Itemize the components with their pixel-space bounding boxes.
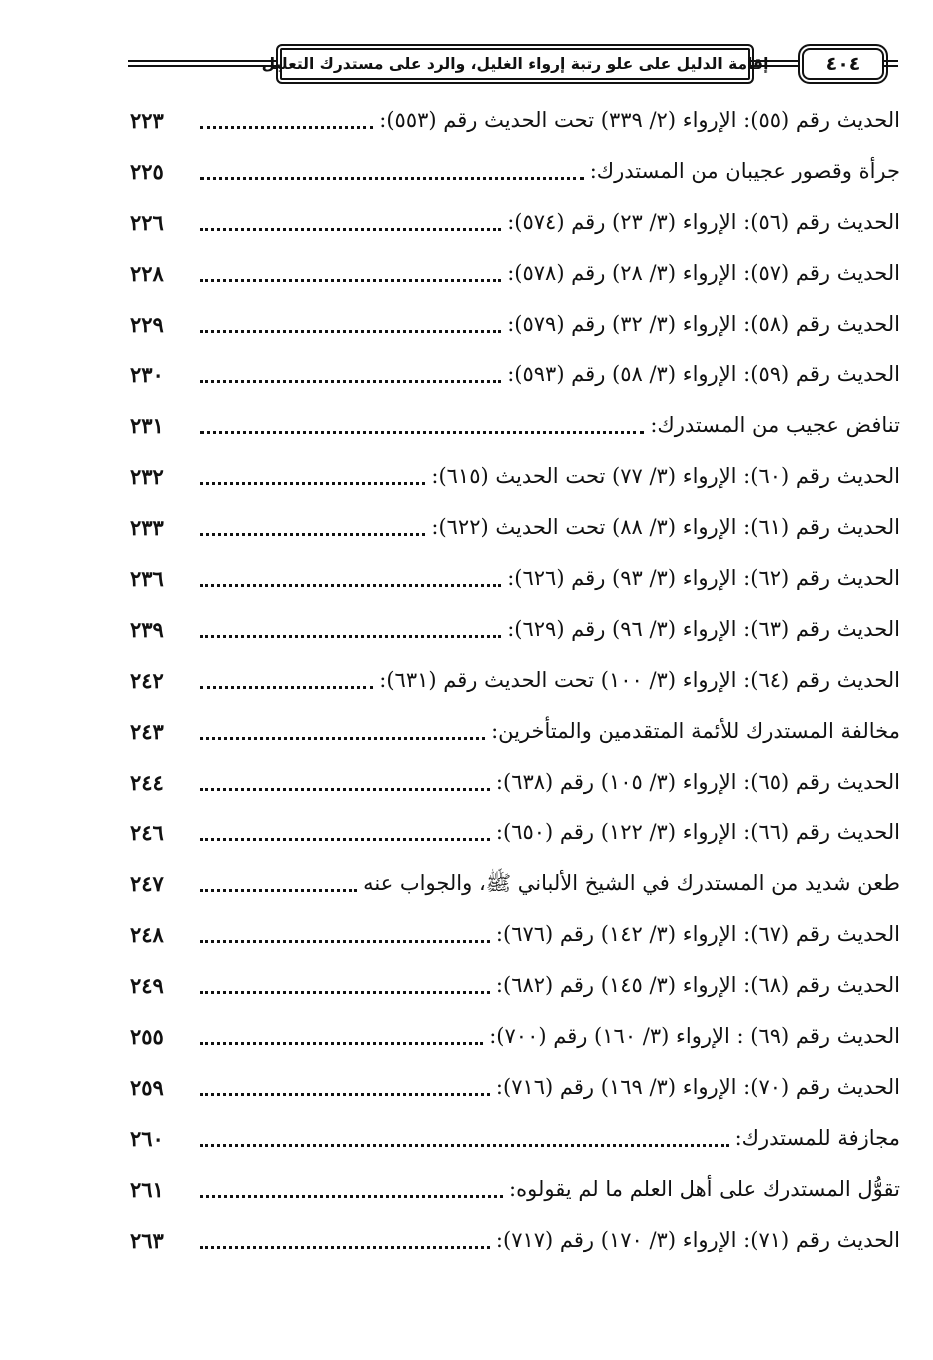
toc-entry bbox=[130, 706, 900, 757]
dot-leader bbox=[200, 1246, 490, 1249]
toc-entry-page: ٢٣٢ bbox=[130, 464, 164, 490]
toc-entry-title: الحديث رقم (٦٠): الإرواء (٣/ ٧٧) تحت الحديث (٦١٥): bbox=[431, 464, 900, 489]
toc-entry bbox=[130, 960, 900, 1011]
toc-entry-page: ٢٢٦ bbox=[130, 209, 164, 235]
toc-entry-page: ٢٢٩ bbox=[130, 311, 164, 337]
toc-entry-page: ٢٣١ bbox=[130, 413, 164, 439]
toc-entry bbox=[130, 909, 900, 960]
toc-entry-page: ٢٢٨ bbox=[130, 260, 164, 286]
toc-entry bbox=[130, 95, 900, 146]
toc-entry-title: جرأة وقصور عجيبان من المستدرك: bbox=[589, 158, 900, 183]
toc-entry-title: الحديث رقم (٦٢): الإرواء (٣/ ٩٣) رقم (٦٢٦): bbox=[507, 565, 900, 590]
toc-entry bbox=[130, 858, 900, 909]
toc-entry-page: ٢٣٩ bbox=[130, 616, 164, 642]
dot-leader bbox=[200, 177, 584, 180]
toc-entry bbox=[130, 1215, 900, 1266]
dot-leader bbox=[200, 431, 644, 434]
header-rule-middle bbox=[750, 60, 798, 67]
page-number: ٤٠٤ bbox=[798, 44, 888, 84]
dot-leader bbox=[200, 991, 490, 994]
header-rule-right bbox=[884, 60, 898, 67]
running-header bbox=[128, 44, 898, 86]
toc-entry-page: ٢٣٠ bbox=[130, 362, 164, 388]
toc-entry-title: طعن شديد من المستدرك في الشيخ الألباني ﷺ، والجواب عنه bbox=[363, 871, 900, 896]
toc-entry bbox=[130, 604, 900, 655]
toc-entry bbox=[130, 1062, 900, 1113]
dot-leader bbox=[200, 788, 490, 791]
toc-entry-title: مجازفة للمستدرك: bbox=[734, 1125, 900, 1150]
toc-entry-title: الحديث رقم (٥٦): الإرواء (٣/ ٢٣) رقم (٥٧٤): bbox=[507, 209, 900, 234]
dot-leader bbox=[200, 1093, 490, 1096]
toc-entry-title: الحديث رقم (٧٠): الإرواء (٣/ ١٦٩) رقم (٧١٦): bbox=[495, 1074, 900, 1099]
toc-entry-title: الحديث رقم (٦٤): الإرواء (٣/ ١٠٠) تحت الحديث رقم (٦٣١): bbox=[379, 667, 900, 692]
dot-leader bbox=[200, 889, 357, 892]
toc-entry bbox=[130, 299, 900, 350]
table-of-contents bbox=[130, 95, 900, 1265]
toc-entry-page: ٢٤٢ bbox=[130, 667, 164, 693]
dot-leader bbox=[200, 279, 501, 282]
toc-entry-title: الحديث رقم (٦٩) : الإرواء (٣/ ١٦٠) رقم (٧٠٠): bbox=[489, 1023, 900, 1048]
toc-entry bbox=[130, 553, 900, 604]
toc-entry-title: الحديث رقم (٦٨): الإرواء (٣/ ١٤٥) رقم (٦٨٢): bbox=[495, 973, 900, 998]
book-title: إقامة الدليل على علو رتبة إرواء الغليل، والرد على مستدرك التعليل bbox=[276, 44, 754, 84]
toc-entry bbox=[130, 451, 900, 502]
toc-entry-page: ٢٤٤ bbox=[130, 769, 164, 795]
toc-entry-page: ٢٥٥ bbox=[130, 1023, 164, 1049]
toc-entry-title: الحديث رقم (٦٣): الإرواء (٣/ ٩٦) رقم (٦٢٩): bbox=[507, 616, 900, 641]
dot-leader bbox=[200, 482, 425, 485]
toc-entry-page: ٢٦١ bbox=[130, 1176, 164, 1202]
dot-leader bbox=[200, 1195, 503, 1198]
dot-leader bbox=[200, 635, 501, 638]
toc-entry-page: ٢٤٨ bbox=[130, 922, 164, 948]
toc-entry bbox=[130, 502, 900, 553]
toc-entry-title: الحديث رقم (٦٧): الإرواء (٣/ ١٤٢) رقم (٦٧٦): bbox=[495, 922, 900, 947]
toc-entry-title: الحديث رقم (٦١): الإرواء (٣/ ٨٨) تحت الحديث (٦٢٢): bbox=[431, 515, 900, 540]
toc-entry-title: الحديث رقم (٥٩): الإرواء (٣/ ٥٨) رقم (٥٩٣): bbox=[507, 362, 900, 387]
toc-entry-title: الحديث رقم (٥٨): الإرواء (٣/ ٣٢) رقم (٥٧٩): bbox=[507, 311, 900, 336]
dot-leader bbox=[200, 737, 485, 740]
toc-entry bbox=[130, 1011, 900, 1062]
toc-entry-title: تقوُّل المستدرك على أهل العلم ما لم يقولوه: bbox=[509, 1176, 900, 1201]
dot-leader bbox=[200, 686, 373, 689]
toc-entry bbox=[130, 757, 900, 808]
toc-entry bbox=[130, 1164, 900, 1215]
toc-entry-title: الحديث رقم (٧١): الإرواء (٣/ ١٧٠) رقم (٧١٧): bbox=[495, 1227, 900, 1252]
toc-entry bbox=[130, 248, 900, 299]
toc-entry bbox=[130, 400, 900, 451]
toc-entry-page: ٢٢٣ bbox=[130, 107, 164, 133]
toc-entry bbox=[130, 807, 900, 858]
dot-leader bbox=[200, 126, 373, 129]
header-rule-left bbox=[128, 60, 278, 67]
toc-entry bbox=[130, 655, 900, 706]
toc-entry-page: ٢٤٣ bbox=[130, 718, 164, 744]
dot-leader bbox=[200, 1144, 729, 1147]
dot-leader bbox=[200, 330, 501, 333]
toc-entry-title: الحديث رقم (٥٥): الإرواء (٢/ ٣٣٩) تحت الحديث رقم (٥٥٣): bbox=[379, 107, 900, 132]
toc-entry-page: ٢٤٩ bbox=[130, 973, 164, 999]
toc-entry bbox=[130, 197, 900, 248]
dot-leader bbox=[200, 533, 425, 536]
dot-leader bbox=[200, 838, 490, 841]
dot-leader bbox=[200, 940, 490, 943]
toc-entry-title: تنافض عجيب من المستدرك: bbox=[650, 413, 900, 438]
toc-entry-title: الحديث رقم (٦٥): الإرواء (٣/ ١٠٥) رقم (٦٣٨): bbox=[495, 769, 900, 794]
toc-entry-page: ٢٤٧ bbox=[130, 871, 164, 897]
toc-entry bbox=[130, 349, 900, 400]
toc-entry bbox=[130, 1113, 900, 1164]
toc-entry-page: ٢٣٣ bbox=[130, 515, 164, 541]
toc-entry-page: ٢٦٣ bbox=[130, 1227, 164, 1253]
dot-leader bbox=[200, 228, 501, 231]
toc-entry-page: ٢٤٦ bbox=[130, 820, 164, 846]
toc-entry bbox=[130, 146, 900, 197]
toc-entry-title: الحديث رقم (٥٧): الإرواء (٣/ ٢٨) رقم (٥٧٨): bbox=[507, 260, 900, 285]
toc-entry-title: مخالفة المستدرك للأئمة المتقدمين والمتأخرين: bbox=[491, 718, 900, 743]
dot-leader bbox=[200, 380, 501, 383]
toc-entry-title: الحديث رقم (٦٦): الإرواء (٣/ ١٢٢) رقم (٦٥٠): bbox=[495, 820, 900, 845]
dot-leader bbox=[200, 584, 501, 587]
toc-entry-page: ٢٥٩ bbox=[130, 1074, 164, 1100]
toc-entry-page: ٢٦٠ bbox=[130, 1125, 164, 1151]
toc-entry-page: ٢٣٦ bbox=[130, 565, 164, 591]
dot-leader bbox=[200, 1042, 483, 1045]
toc-entry-page: ٢٢٥ bbox=[130, 158, 164, 184]
